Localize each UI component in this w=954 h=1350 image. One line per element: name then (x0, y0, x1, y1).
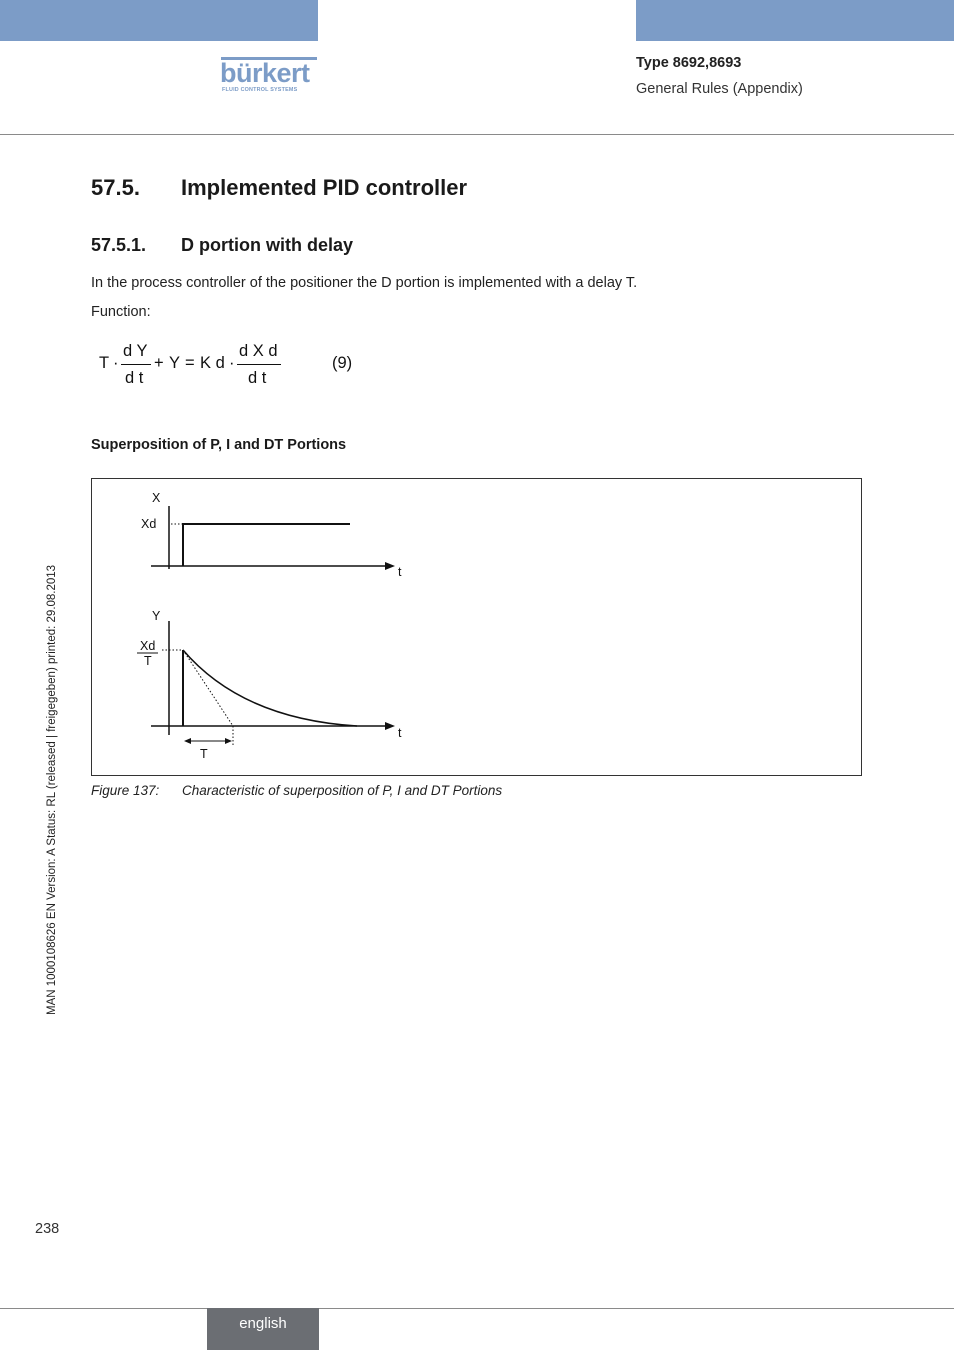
delay-arrow-left (184, 738, 191, 744)
formula-plus: + (154, 354, 164, 372)
y-axis-arrowhead (385, 722, 395, 730)
formula-equation-number: (9) (332, 354, 353, 372)
formula-equals: = (185, 354, 195, 372)
subsection-title: D portion with delay (181, 235, 354, 255)
page-number: 238 (35, 1221, 60, 1237)
footer-divider (0, 1308, 954, 1309)
logo-name: bürkert (220, 58, 310, 88)
subsection-number: 57.5.1. (91, 235, 147, 255)
step-signal (183, 524, 350, 566)
intro-paragraph: In the process controller of the positioner the D portion is implemented with a delay T. (91, 275, 638, 291)
function-label: Function: (91, 304, 151, 320)
label-t-top: t (398, 565, 402, 579)
label-xd: Xd (141, 517, 157, 531)
section-heading (91, 175, 467, 201)
label-y: Y (152, 609, 161, 623)
x-axis-arrowhead (385, 562, 395, 570)
caption-text: Characteristic of superposition of P, I and DT Portions (182, 783, 503, 798)
logo-subtext: FLUID CONTROL SYSTEMS (222, 87, 298, 93)
formula-frac1-denominator: d t (125, 369, 144, 387)
formula-frac1-line (121, 364, 151, 365)
superposition-diagram (92, 479, 861, 775)
label-delay-t: T (200, 747, 208, 761)
header-accent-bar-right (636, 0, 954, 41)
label-xd-fraction-denominator: T (144, 654, 152, 668)
label-xd-fraction-numerator: Xd (140, 639, 156, 653)
section-title: Implemented PID controller (181, 175, 468, 200)
subsection-heading (91, 235, 353, 256)
figure-frame (91, 478, 862, 776)
label-x: X (152, 491, 161, 505)
figure-caption (91, 783, 502, 798)
document-section: General Rules (Appendix) (636, 81, 803, 97)
formula-frac1-numerator: d Y (123, 342, 148, 360)
formula-dot-2: · (229, 354, 235, 372)
formula-frac2-line (237, 364, 281, 365)
formula-t: T (99, 354, 110, 372)
formula-y: Y (169, 354, 181, 372)
formula-kd: K d (200, 354, 225, 372)
buerkert-logo (220, 57, 320, 97)
language-tab: english (207, 1308, 319, 1350)
formula-frac2-denominator: d t (248, 369, 267, 387)
decay-curve (183, 650, 357, 726)
header-accent-bar-left (0, 0, 318, 41)
figure-title: Superposition of P, I and DT Portions (91, 437, 347, 453)
delay-arrow-right (225, 738, 232, 744)
section-number: 57.5. (91, 175, 140, 200)
formula-dot-1: · (113, 354, 119, 372)
label-t-bottom: t (398, 726, 402, 740)
document-type: Type 8692,8693 (636, 55, 742, 71)
document-metadata-sidebar: MAN 1000108626 EN Version: A Status: RL (released | freigegeben) printed: 29.08.2013 (46, 564, 58, 1015)
header-divider (0, 134, 954, 135)
pid-formula (96, 338, 366, 394)
caption-number: Figure 137: (91, 783, 160, 798)
formula-frac2-numerator: d X d (239, 342, 278, 360)
